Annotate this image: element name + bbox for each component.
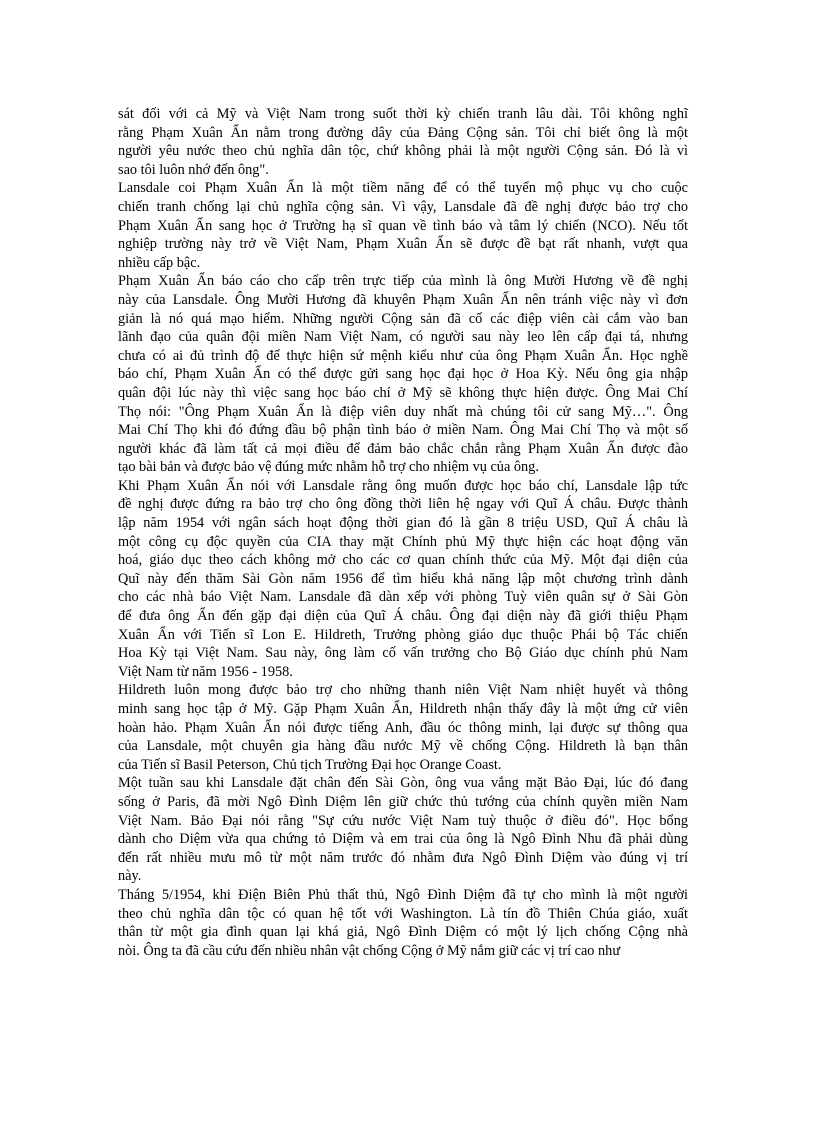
text-line: người khác đã làm tất cả mọi điều để đảm bảo chắc chắn rằng Phạm Xuân Ẩn được đào [118, 440, 688, 457]
text-line: nghiệp trường này trở về Việt Nam, Phạm Xuân Ẩn sẽ được đề bạt rất nhanh, vượt qua [118, 236, 688, 253]
text-line: Khi Phạm Xuân Ẩn nói với Lansdale rằng ông muốn được học báo chí, Lansdale lập tức [118, 477, 688, 494]
text-line: chưa có ai đủ trình độ để thực hiện sứ mệnh kiểu như của ông Phạm Xuân Ẩn. Học nghề [118, 347, 688, 364]
text-line: Quĩ này đến thăm Sài Gòn năm 1956 để tìm hiểu khả năng lập một chương trình dành [118, 570, 688, 587]
text-line: Hildreth luôn mong được bảo trợ cho những thanh niên Việt Nam nhiệt huyết và thông [118, 682, 688, 699]
text-line: Một tuần sau khi Lansdale đặt chân đến Sài Gòn, ông vua vắng mặt Bảo Đại, lúc đó đang [118, 775, 688, 792]
text-line: đến rất nhiều mưu mô từ một năm trước đó nhằm đưa Ngô Đình Diệm vào đúng vị trí [118, 849, 688, 866]
text-line: lãnh đạo của quân đội miền Nam Việt Nam, có người sau này leo lên cấp đại tá, nhưng [118, 329, 688, 346]
text-line: sao tôi luôn nhớ đến ông". [118, 161, 269, 178]
text-line: Xuân Ẩn với Tiến sĩ Lon E. Hildreth, Trưởng phòng giáo dục thuộc Phái bộ Tác chiến [118, 626, 688, 643]
text-line: tạo bài bản và được bảo vệ đúng mức nhằm hỗ trợ cho nhiệm vụ của ông. [118, 459, 539, 476]
text-line: Hoa Kỳ tại Việt Nam. Sau này, ông làm cố vấn trưởng cho Bộ Giáo dục chính phủ Nam [118, 645, 688, 662]
text-line: theo chủ nghĩa dân tộc có quan hệ tốt với Washington. Là tín đồ Thiên Chúa giáo, xuất [118, 905, 688, 922]
text-line: lập năm 1954 với ngân sách hoạt động thời gian đó là gần 8 triệu USD, Quĩ Á châu là [118, 515, 688, 532]
text-line: của Tiến sĩ Basil Peterson, Chủ tịch Trường Đại học Orange Coast. [118, 756, 502, 773]
text-line: Phạm Xuân Ẩn báo cáo cho cấp trên trực tiếp của mình là ông Mười Hương về đề nghị [118, 273, 688, 290]
text-line: Mai Chí Thọ khi đó đứng đầu bộ phận tình báo ở miền Nam. Ông Mai Chí Thọ và một số [118, 422, 688, 439]
text-line: người yêu nước theo chủ nghĩa dân tộc, chứ không phải là một người Cộng sản. Đó là vì [118, 143, 688, 160]
paragraph [118, 105, 688, 179]
text-line: để đưa ông Ẩn đến gặp đại diện của Quĩ Á châu. Ông đại diện này đã giới thiệu Phạm [118, 608, 688, 625]
paragraph [118, 774, 688, 886]
text-line: của Lansdale, một chuyên gia hàng đầu nước Mỹ về chống Cộng. Hildreth là bạn thân [118, 738, 688, 755]
text-line: một công cụ độc quyền của CIA thay mặt Chính phủ Mỹ thực hiện các hoạt động văn [118, 533, 688, 550]
text-line: chiến tranh chống lại chủ nghĩa cộng sản. Vì vậy, Lansdale đã đề nghị được bảo trợ cho [118, 198, 688, 215]
text-line: minh sang học tập ở Mỹ. Gặp Phạm Xuân Ẩn, Hildreth nhận thấy đây là một ứng cử viên [118, 701, 688, 717]
paragraph [118, 681, 688, 774]
text-line: sống ở Paris, đã mời Ngô Đình Diệm lên giữ chức thủ tướng của chính quyền miền Nam [118, 793, 688, 810]
text-line: quân đội lúc này thì việc sang học báo chí ở Mỹ sẽ không thực hiện được. Ông Mai Chí [118, 384, 688, 401]
text-line: này của Lansdale. Ông Mười Hương đã khuyên Phạm Xuân Ẩn nên tránh việc này vì đơn [118, 291, 688, 308]
paragraph [118, 179, 688, 272]
text-line: báo chí, Phạm Xuân Ẩn có thể được gửi sang học đại học ở Hoa Kỳ. Nếu ông gia nhập [118, 366, 688, 383]
text-line: hoá, giáo dục theo cách không mở cho các cơ quan chính thức của Mỹ. Một đại diện của [118, 552, 688, 569]
paragraph [118, 477, 688, 682]
text-line: cho các nhà báo Việt Nam. Lansdale đã dàn xếp với phòng Tuỳ viên quân sự ở Sài Gòn [118, 589, 688, 606]
document-body [118, 105, 688, 960]
text-line: nòi. Ông ta đã cầu cứu đến nhiều nhân vật chống Cộng ở Mỹ nắm giữ các vị trí cao như [118, 942, 621, 959]
text-line: hoàn hảo. Phạm Xuân Ẩn nói được tiếng Anh, đầu óc thông minh, lại được sự thông qua [118, 719, 688, 736]
text-line: thân từ một gia đình quan lại khá giả, Ngô Đình Diệm có một lý lịch chống Cộng nhà [118, 924, 688, 941]
text-line: dành cho Diệm vừa qua chứng tỏ Diệm và em trai của ông là Ngô Đình Nhu đã phải dùng [118, 831, 688, 848]
text-line: Thọ nói: "Ông Phạm Xuân Ẩn là điệp viên duy nhất mà chúng tôi cử sang Mỹ…". Ông [118, 403, 688, 420]
text-line: nhiều cấp bậc. [118, 254, 201, 271]
text-line: Lansdale coi Phạm Xuân Ẩn là một tiềm năng để có thể tuyển mộ phục vụ cho cuộc [118, 180, 688, 197]
text-line: Việt Nam từ năm 1956 - 1958. [118, 663, 293, 680]
text-line: giản là nó quá mạo hiểm. Những người Cộng sản đã cố các điệp viên cài cắm vào ban [118, 310, 688, 327]
paragraph [118, 886, 688, 960]
text-line: này. [118, 868, 142, 885]
text-line: sát đối với cả Mỹ và Việt Nam trong suốt thời kỳ chiến tranh lâu dài. Tôi không nghĩ [118, 106, 688, 122]
text-line: đề nghị được đứng ra bảo trợ cho ông đồng thời liên hệ ngay với Quĩ Á châu. Được thành [118, 496, 688, 513]
paragraph [118, 272, 688, 477]
text-line: Việt Nam. Bảo Đại nói rằng "Sự cứu nước Việt Nam tuỳ thuộc ở điều đó". Học bổng [118, 812, 688, 829]
text-line: Phạm Xuân Ẩn sang học ở Trường hạ sĩ quan về tình báo và tâm lý chiến (NCO). Nếu tốt [118, 217, 688, 234]
text-line: Tháng 5/1954, khi Điện Biên Phủ thất thủ, Ngô Đình Diệm đã tự cho mình là một người [118, 886, 688, 903]
text-line: rằng Phạm Xuân Ẩn nằm trong đường dây của Đảng Cộng sản. Tôi chỉ biết ông là một [118, 124, 688, 141]
